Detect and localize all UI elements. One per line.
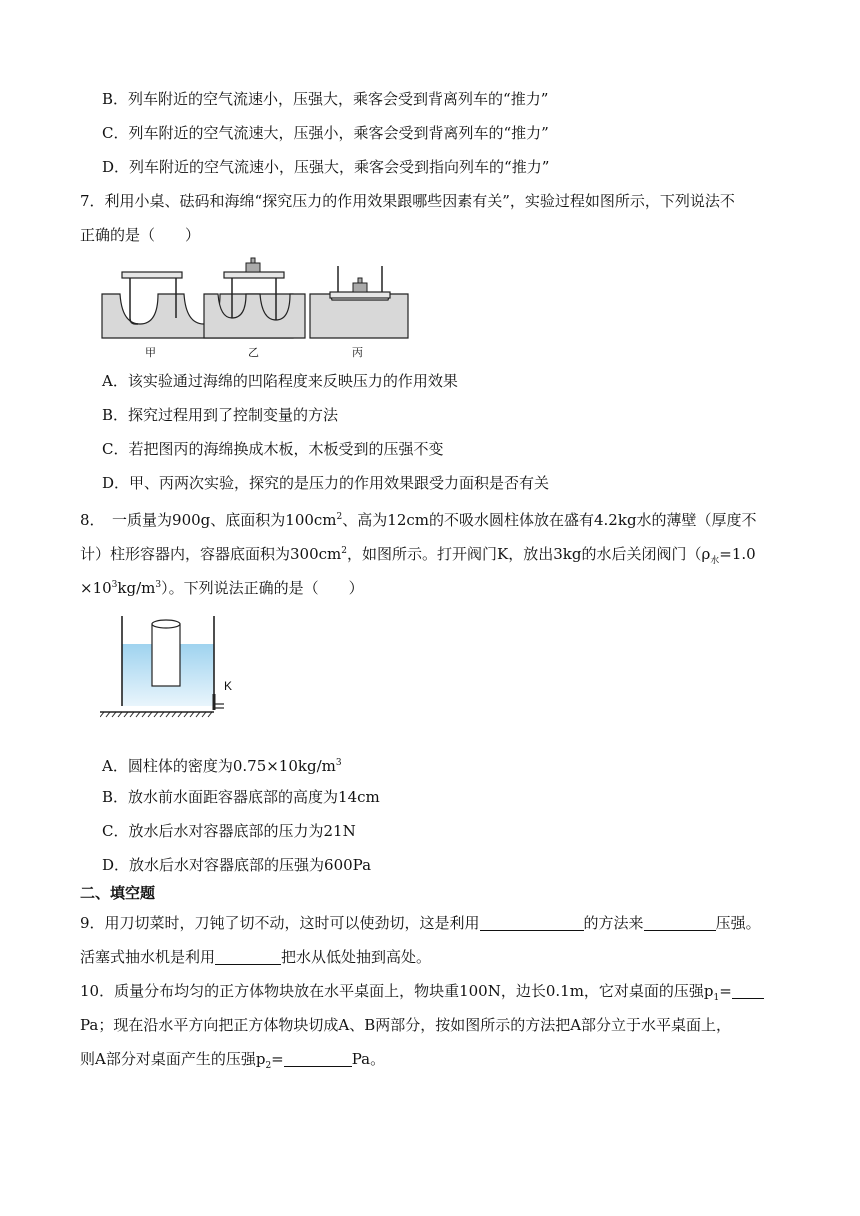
q6-option-c: C．列车附近的空气流速大，压强小，乘客会受到背离列车的“推力” bbox=[102, 124, 549, 142]
q10-text: 10．质量分布均匀的正方体物块放在水平桌面上，物块重100N，边长0.1m，它对桌面的压强p bbox=[80, 982, 714, 1000]
q7-option-d: D．甲、丙两次实验，探究的是压力的作用效果跟受力面积是否有关 bbox=[102, 474, 550, 492]
q9-text: 9．用刀切菜时，刀钝了切不动，这时可以使劲切，这是利用 bbox=[80, 914, 480, 932]
q8-option-c: C．放水后水对容器底部的压力为21N bbox=[102, 822, 356, 840]
q6-option-d: D．列车附近的空气流速小，压强大，乘客会受到指向列车的“推力” bbox=[102, 158, 550, 176]
q8-stem-text: 计）柱形容器内，容器底面积为300cm bbox=[80, 545, 342, 563]
subscript: 1 bbox=[713, 993, 720, 1003]
subscript: 2 bbox=[265, 1061, 272, 1071]
q8-option-b: B．放水前水面距容器底部的高度为14cm bbox=[102, 788, 380, 806]
q9-text: 活塞式抽水机是利用 bbox=[80, 948, 216, 966]
q8-option-d: D．放水后水对容器底部的压强为600Pa bbox=[102, 856, 372, 874]
superscript: 3 bbox=[155, 580, 162, 590]
q8-option-a bbox=[102, 753, 342, 776]
q8-stem-text: kg/m bbox=[117, 579, 156, 597]
valve-label: K bbox=[224, 679, 233, 693]
q7-option-a: A．该实验通过海绵的凹陷程度来反映压力的作用效果 bbox=[102, 372, 458, 390]
q7-option-c: C．若把图丙的海绵换成木板，木板受到的压强不变 bbox=[102, 440, 444, 458]
superscript: 3 bbox=[111, 580, 118, 590]
q10-line3 bbox=[80, 1049, 385, 1076]
q9-text: 的方法来 bbox=[583, 914, 644, 932]
q8-stem-text: ×10 bbox=[80, 579, 112, 597]
q9-blank-1[interactable] bbox=[480, 914, 584, 931]
q7-stem-line2: 正确的是（ ） bbox=[80, 226, 201, 244]
q9-line1 bbox=[80, 913, 761, 933]
q10-line1 bbox=[80, 981, 764, 1008]
q8-option-a-text: A．圆柱体的密度为0.75×10kg/m bbox=[102, 757, 336, 775]
cylinder-shape bbox=[152, 620, 180, 686]
q9-text: 把水从低处抽到高处。 bbox=[281, 948, 432, 966]
q9-blank-2[interactable] bbox=[644, 914, 716, 931]
q10-text: = bbox=[271, 1050, 284, 1068]
ground-hatch bbox=[100, 712, 214, 717]
q8-stem-line2 bbox=[80, 541, 756, 571]
q10-blank-1[interactable] bbox=[732, 982, 764, 999]
figure-label-jia: 甲 bbox=[145, 346, 156, 359]
q6-option-b: B．列车附近的空气流速小，压强大，乘客会受到背离列车的“推力” bbox=[102, 90, 549, 108]
superscript: 3 bbox=[335, 758, 342, 768]
q8-stem-line1 bbox=[80, 507, 757, 530]
subscript-water: 水 bbox=[710, 556, 720, 566]
q7-stem-line1: 7．利用小桌、砝码和海绵“探究压力的作用效果跟哪些因素有关”，实验过程如图所示，下列说法不 bbox=[80, 192, 735, 210]
q8-stem-text: 8． 一质量为900g、底面积为100cm bbox=[80, 511, 337, 529]
q10-blank-2[interactable] bbox=[284, 1050, 352, 1067]
q7-option-b: B．探究过程用到了控制变量的方法 bbox=[102, 406, 339, 424]
q10-text: 则A部分对桌面产生的压强p bbox=[80, 1050, 266, 1068]
q10-text: = bbox=[719, 982, 732, 1000]
valve-k bbox=[214, 694, 224, 710]
superscript: 2 bbox=[341, 546, 347, 556]
figure-label-bing: 丙 bbox=[352, 346, 363, 359]
q8-stem-text: 、高为12cm的不吸水圆柱体放在盛有4.2kg水的薄壁（厚度不 bbox=[342, 511, 757, 529]
figure-bing bbox=[310, 266, 408, 338]
figure-yi bbox=[204, 258, 305, 338]
q9-line2 bbox=[80, 947, 431, 967]
q8-container-figure bbox=[100, 612, 250, 720]
q10-line2: Pa；现在沿水平方向把正方体物块切成A、B两部分，按如图所示的方法把A部分立于水平桌面上， bbox=[80, 1016, 732, 1034]
q8-stem-text: ）。下列说法正确的是（ ） bbox=[161, 579, 364, 597]
section-heading-fill-in: 二、填空题 bbox=[80, 884, 156, 902]
q8-stem-text: =1.0 bbox=[719, 545, 756, 563]
figure-label-yi: 乙 bbox=[248, 346, 259, 359]
q10-text: Pa。 bbox=[351, 1050, 386, 1068]
q9-text: 压强。 bbox=[715, 914, 761, 932]
q8-stem-line3 bbox=[80, 575, 364, 598]
q9-blank-3[interactable] bbox=[215, 948, 281, 965]
q8-stem-text: ，如图所示。打开阀门K，放出3kg的水后关闭阀门（ρ bbox=[347, 545, 711, 563]
superscript: 2 bbox=[336, 512, 343, 522]
